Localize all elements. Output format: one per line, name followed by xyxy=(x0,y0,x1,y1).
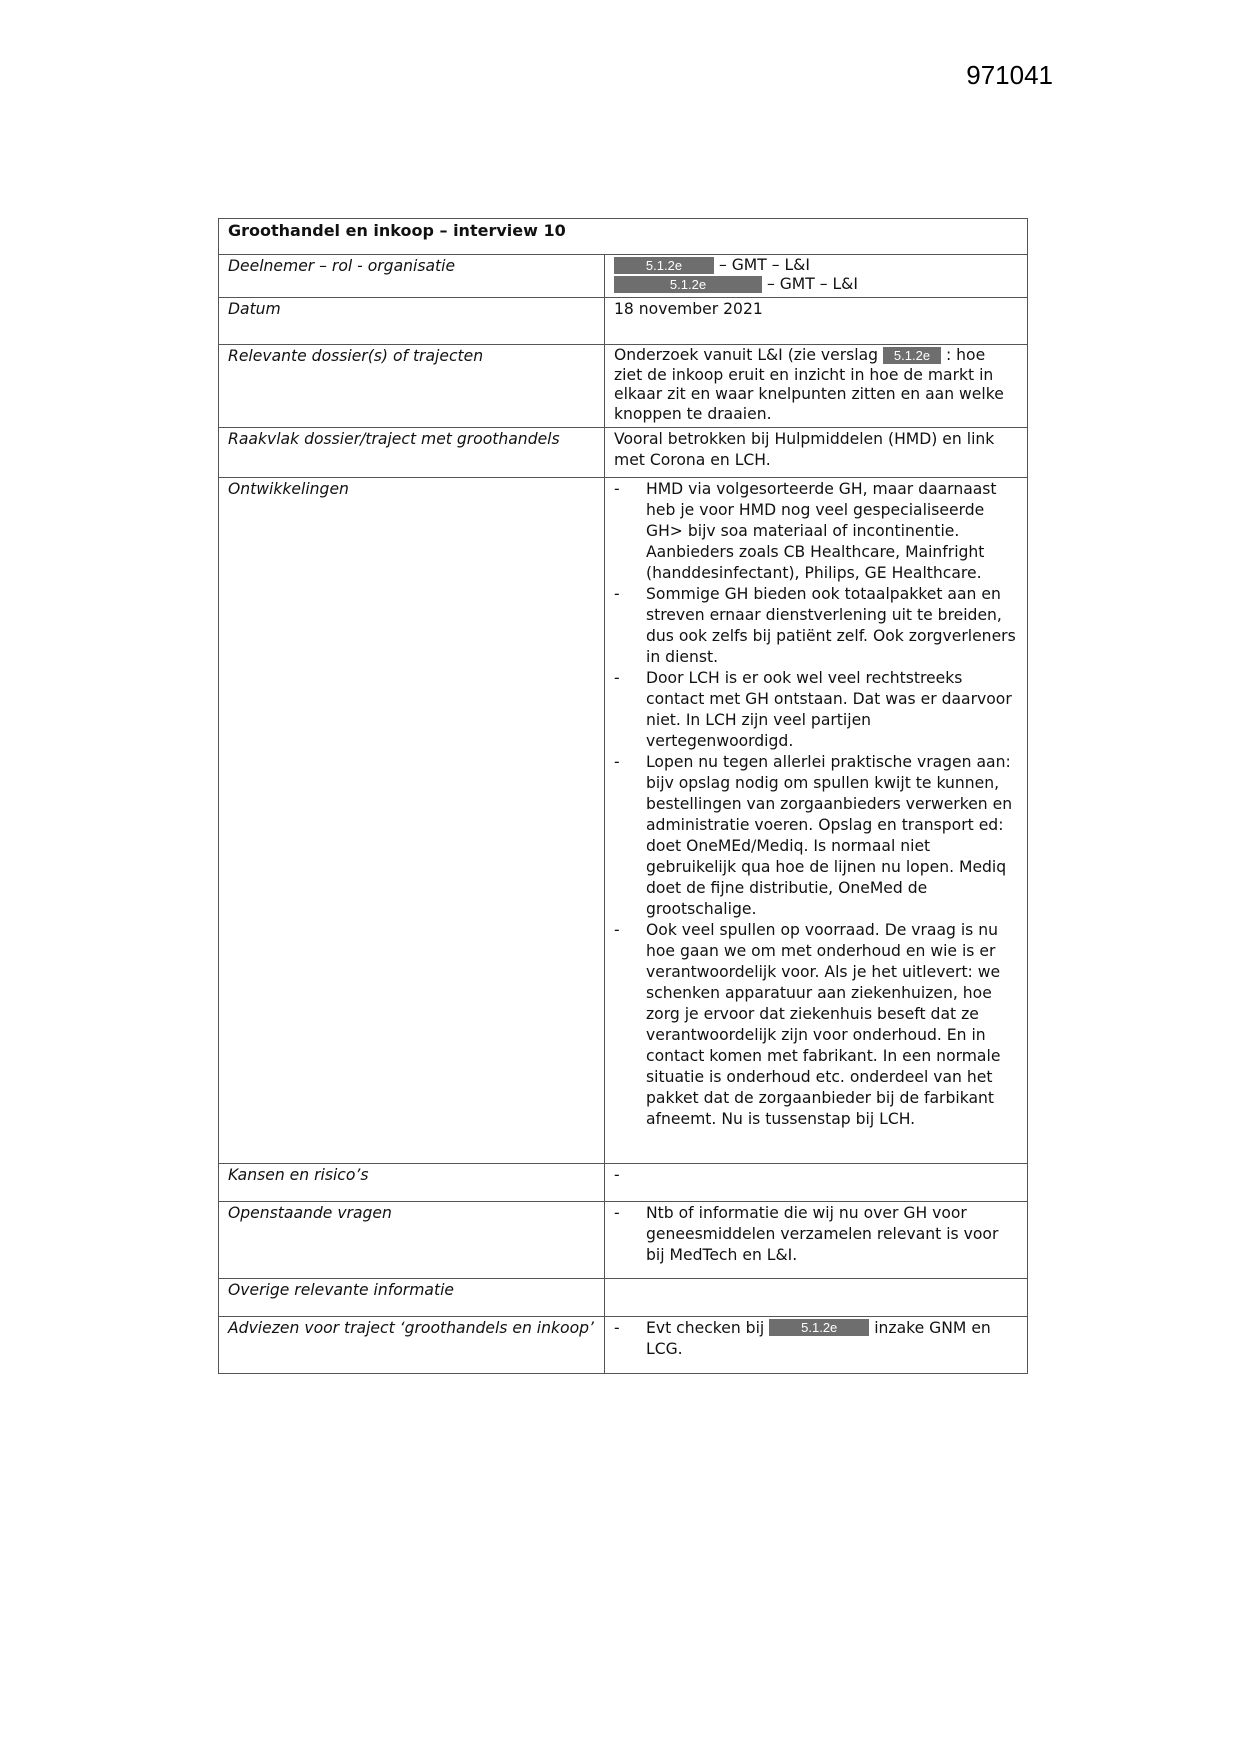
value-raakvlak: Vooral betrokken bij Hulpmiddelen (HMD) en link met Corona en LCH. xyxy=(605,428,1028,478)
redaction-block: 5.1.2e xyxy=(883,347,941,364)
value-overige xyxy=(605,1279,1028,1317)
adviezen-list xyxy=(614,1318,1018,1360)
row-ontwikkelingen xyxy=(219,478,1028,1164)
redaction-block: 5.1.2e xyxy=(614,276,762,293)
redaction-block: 5.1.2e xyxy=(614,257,714,274)
participant-line-2 xyxy=(614,275,1018,294)
label-adviezen: Adviezen voor traject ‘groothandels en inkoop’ xyxy=(219,1317,605,1374)
value-kansen: - xyxy=(605,1164,1028,1202)
label-vragen: Openstaande vragen xyxy=(219,1202,605,1279)
adviezen-text-start: Evt checken bij xyxy=(646,1319,765,1337)
list-item: - Sommige GH bieden ook totaalpakket aan en streven ernaar dienstverlening uit te breiden, dus ook zelfs bij patiënt zelf. Ook zorgverleners in dienst. xyxy=(614,584,1018,668)
value-vragen xyxy=(605,1202,1028,1279)
dossiers-text-end: : hoe ziet de inkoop eruit en inzicht in hoe de markt in elkaar zit en waar knelpunten zitten en aan welke knoppen te draaien. xyxy=(614,346,1004,423)
redaction-block: 5.1.2e xyxy=(769,1319,869,1336)
row-adviezen xyxy=(219,1317,1028,1374)
value-adviezen xyxy=(605,1317,1028,1374)
row-vragen xyxy=(219,1202,1028,1279)
value-dossiers xyxy=(605,345,1028,428)
participant-2-role: – GMT – L&I xyxy=(766,275,858,293)
row-deelnemer xyxy=(219,255,1028,298)
row-kansen xyxy=(219,1164,1028,1202)
label-deelnemer: Deelnemer – rol - organisatie xyxy=(219,255,605,298)
form-title: Groothandel en inkoop – interview 10 xyxy=(219,219,1028,255)
label-dossiers: Relevante dossier(s) of trajecten xyxy=(219,345,605,428)
label-kansen: Kansen en risico’s xyxy=(219,1164,605,1202)
participant-line-1 xyxy=(614,256,1018,275)
value-datum: 18 november 2021 xyxy=(605,298,1028,345)
row-dossiers xyxy=(219,345,1028,428)
participant-1-role: – GMT – L&I xyxy=(718,256,810,274)
row-raakvlak xyxy=(219,428,1028,478)
list-item xyxy=(614,1318,1018,1360)
value-ontwikkelingen xyxy=(605,478,1028,1164)
list-item: - Ook veel spullen op voorraad. De vraag is nu hoe gaan we om met onderhoud en wie is er verantwoordelijk voor. Als je het uitlevert: we schenken apparatuur aan ziekenhuizen, hoe zorg je ervoor dat ziekenhuis beseft dat ze verantwoordelijk zijn voor onderhoud. En in contact komen met fabrikant. In een normale situatie is onderhoud etc. onderdeel van het pakket dat de zorgaanbieder bij de farbikant afneemt. Nu is tussenstap bij LCH. xyxy=(614,920,1018,1130)
document-number: 971041 xyxy=(966,60,1053,90)
label-overige: Overige relevante informatie xyxy=(219,1279,605,1317)
vragen-list xyxy=(614,1203,1018,1266)
list-item: - Lopen nu tegen allerlei praktische vragen aan: bijv opslag nodig om spullen kwijt te kunnen, bestellingen van zorgaanbieders verwerken en administratie voeren. Opslag en transport ed: doet OneMEd/Mediq. Is normaal niet gebruikelijk qua hoe de lijnen nu lopen. Mediq doet de fijne distributie, OneMed de grootschalige. xyxy=(614,752,1018,920)
list-item: - Door LCH is er ook wel veel rechtstreeks contact met GH ontstaan. Dat was er daarvoor niet. In LCH zijn veel partijen vertegenwoordigd. xyxy=(614,668,1018,752)
row-datum xyxy=(219,298,1028,345)
label-ontwikkelingen: Ontwikkelingen xyxy=(219,478,605,1164)
list-item: - HMD via volgesorteerde GH, maar daarnaast heb je voor HMD nog veel gespecialiseerde GH> bijv soa materiaal of incontinentie. Aanbieders zoals CB Healthcare, Mainfright (handdesinfectant), Philips, GE Healthcare. xyxy=(614,479,1018,584)
dossiers-text-start: Onderzoek vanuit L&I (zie verslag xyxy=(614,346,879,364)
interview-form-table xyxy=(218,218,1028,1374)
label-datum: Datum xyxy=(219,298,605,345)
adviezen-text-end: inzake GNM en LCG. xyxy=(646,1319,991,1358)
ontwikkelingen-list xyxy=(614,479,1018,1130)
row-overige xyxy=(219,1279,1028,1317)
value-deelnemer xyxy=(605,255,1028,298)
list-item: - Ntb of informatie die wij nu over GH voor geneesmiddelen verzamelen relevant is voor bij MedTech en L&I. xyxy=(614,1203,1018,1266)
label-raakvlak: Raakvlak dossier/traject met groothandels xyxy=(219,428,605,478)
title-row xyxy=(219,219,1028,255)
